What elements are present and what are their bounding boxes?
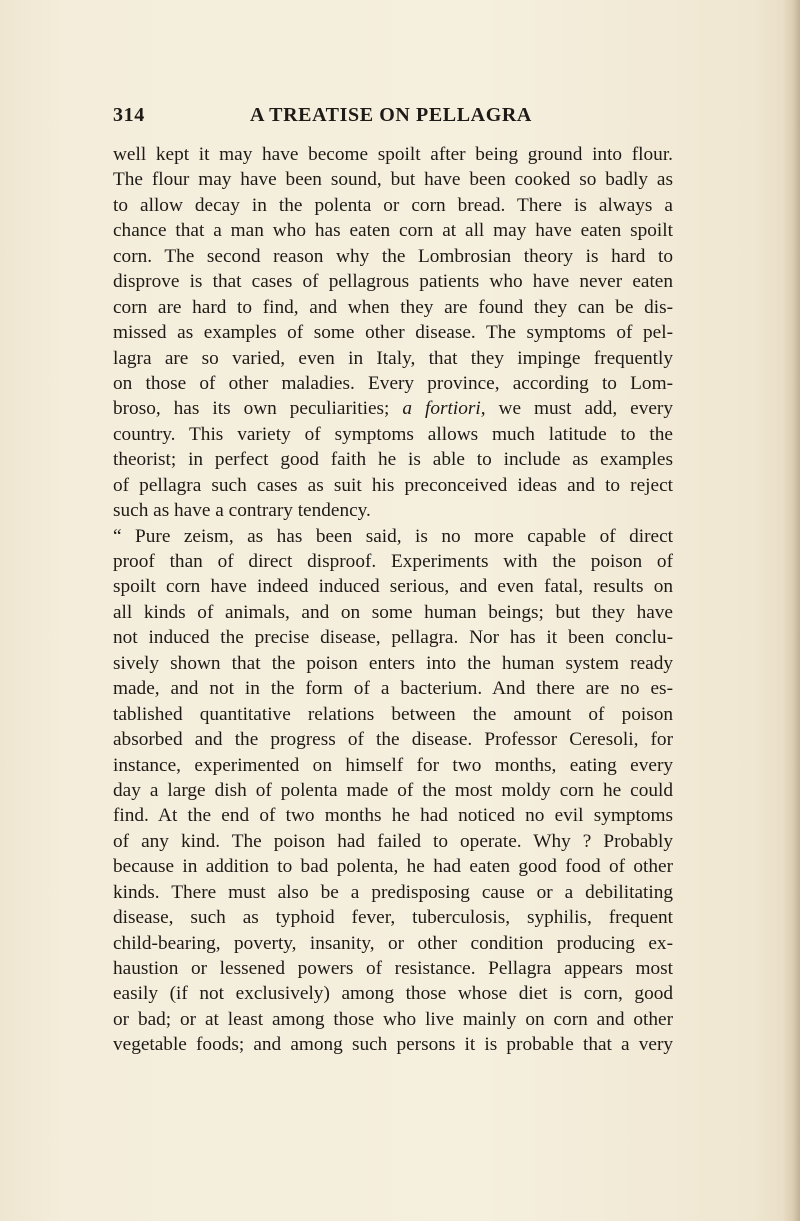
- text-line: vegetable foods; and among such persons it is probable that a very: [113, 1034, 673, 1056]
- body-text: [113, 142, 673, 1058]
- text-line: haustion or lessened powers of resistance. Pellagra appears most: [113, 958, 673, 979]
- text-line: such as have a contrary tendency.: [113, 500, 371, 522]
- text-line: tablished quantitative relations between the amount of poison: [113, 703, 673, 725]
- text-line: child-bearing, poverty, insanity, or other condition producing ex-: [113, 932, 673, 954]
- text-line: The flour may have been sound, but have been cooked so badly as: [113, 169, 673, 191]
- text-line: lagra are so varied, even in Italy, that they impinge frequently: [113, 347, 673, 369]
- running-head: [113, 104, 673, 130]
- text-line: on those of other maladies. Every province, according to Lom-: [113, 372, 673, 394]
- text-line: kinds. There must also be a predisposing cause or a debilitating: [113, 881, 673, 903]
- text-line: instance, experimented on himself for two months, eating every: [113, 754, 673, 776]
- text-line: of pellagra such cases as suit his preconceived ideas and to reject: [113, 474, 673, 496]
- text-line: because in addition to bad polenta, he had eaten good food of other: [113, 856, 673, 878]
- text-line: well kept it may have become spoilt after being ground into flour.: [113, 144, 673, 165]
- text-line: spoilt corn have indeed induced serious, and even fatal, results on: [113, 576, 673, 598]
- text-line: chance that a man who has eaten corn at all may have eaten spoilt: [113, 220, 673, 242]
- text-line: country. This variety of symptoms allows much latitude to the: [113, 423, 673, 445]
- text-line: easily (if not exclusively) among those whose diet is corn, good: [113, 983, 673, 1005]
- text-line: or bad; or at least among those who live mainly on corn and other: [113, 1008, 673, 1030]
- page-number: 314: [113, 104, 145, 126]
- text-line: proof than of direct disproof. Experiments with the poison of: [113, 551, 673, 572]
- text-line: all kinds of animals, and on some human beings; but they have: [113, 601, 673, 623]
- text-line: made, and not in the form of a bacterium. And there are no es-: [113, 678, 673, 700]
- text-line: theorist; in perfect good faith he is able to include as examples: [113, 449, 673, 471]
- text-line: sively shown that the poison enters into the human system ready: [113, 652, 673, 674]
- running-title: A TREATISE ON PELLAGRA: [250, 104, 532, 126]
- text-line: “ Pure zeism, as has been said, is no more capable of direct: [113, 525, 673, 547]
- text-line: find. At the end of two months he had noticed no evil symptoms: [113, 805, 673, 827]
- text-line: to allow decay in the polenta or corn bread. There is always a: [113, 194, 673, 216]
- text-line: disease, such as typhoid fever, tuberculosis, syphilis, frequent: [113, 907, 673, 929]
- text-line: disprove is that cases of pellagrous patients who have never eaten: [113, 271, 673, 293]
- text-line: corn. The second reason why the Lombrosian theory is hard to: [113, 245, 673, 267]
- text-line: missed as examples of some other disease. The symptoms of pel-: [113, 322, 673, 344]
- text-line: day a large dish of polenta made of the most moldy corn he could: [113, 779, 673, 801]
- text-line: corn are hard to find, and when they are found they can be dis-: [113, 296, 673, 318]
- text-line: of any kind. The poison had failed to operate. Why ? Probably: [113, 830, 673, 852]
- text-line: not induced the precise disease, pellagra. Nor has it been conclu-: [113, 627, 673, 649]
- page-edge-shadow: [782, 0, 800, 1221]
- text-line: absorbed and the progress of the disease. Professor Ceresoli, for: [113, 729, 673, 751]
- text-line: broso, has its own peculiarities; a fortiori, we must add, every: [113, 398, 673, 420]
